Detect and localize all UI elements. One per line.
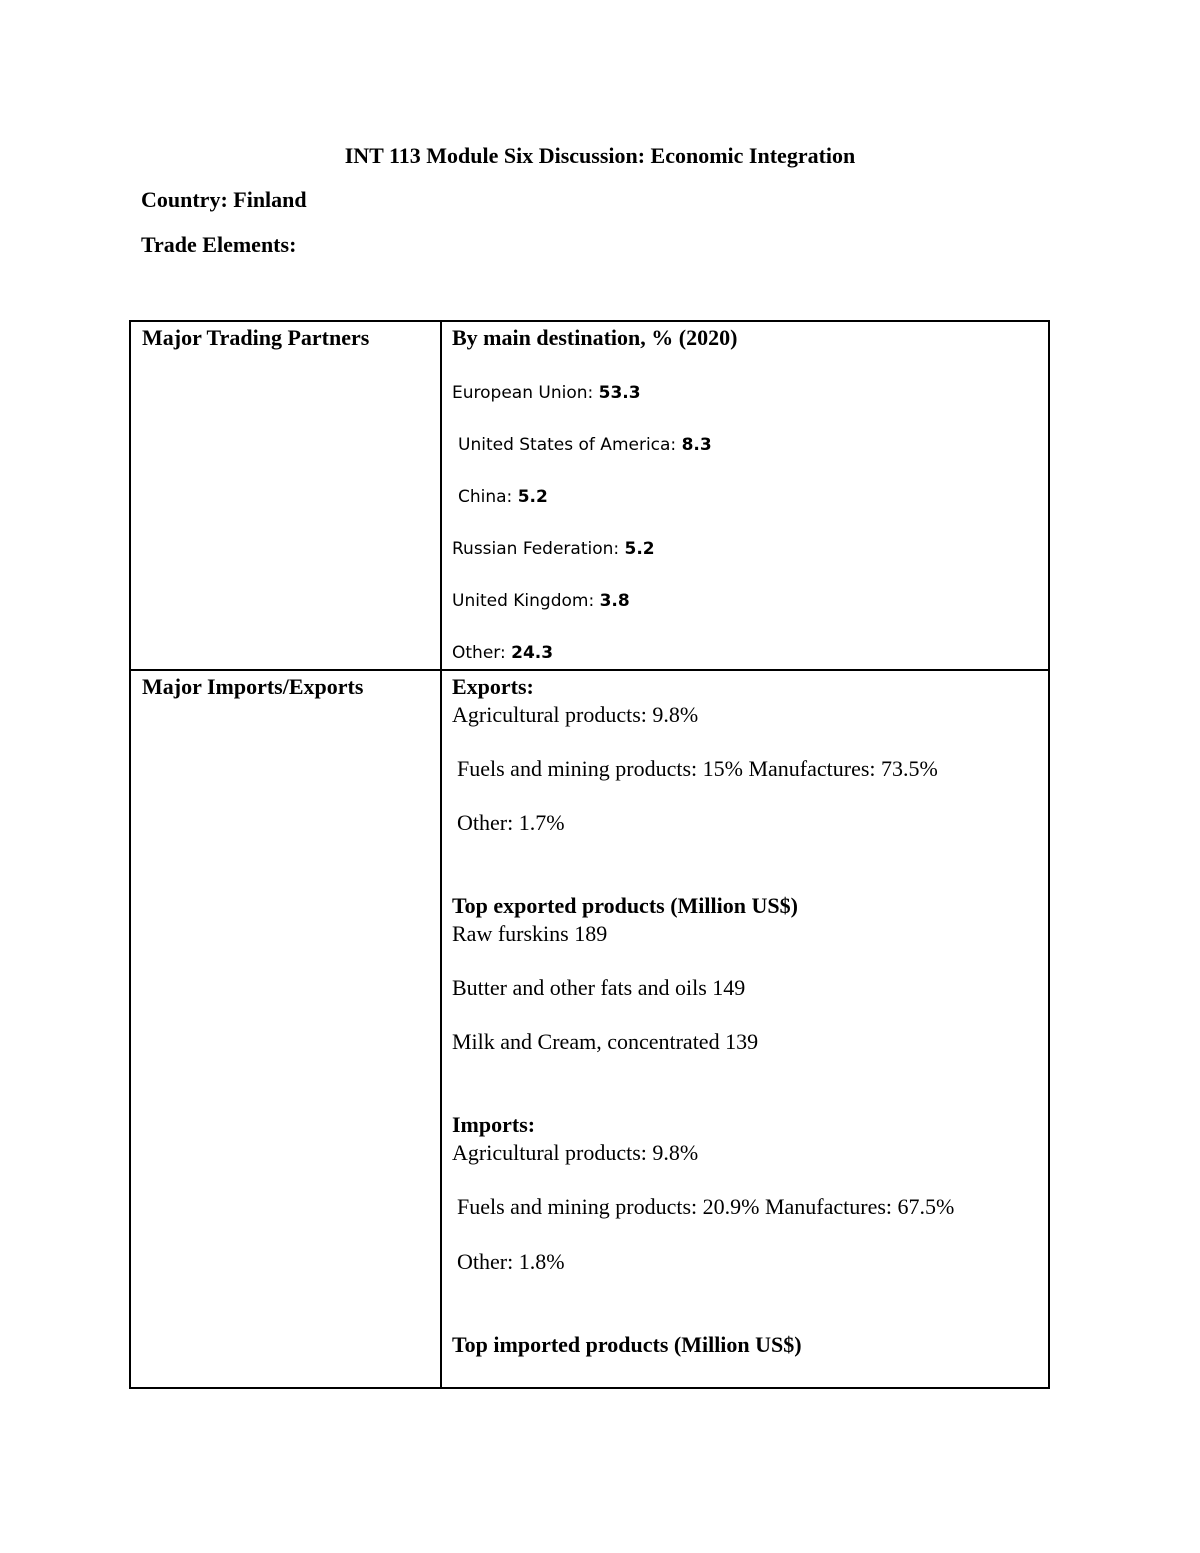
exports-fuels-manufactures: Fuels and mining products: 15% Manufactures: 73.5% [457,756,938,781]
trade-elements-line: Trade Elements: [141,232,297,257]
top-exported-item: Raw furskins 189 [452,921,608,946]
trading-partners-label: Major Trading Partners [142,325,370,350]
imports-heading: Imports: [452,1112,536,1137]
exports-agricultural: Agricultural products: 9.8% [452,702,699,727]
top-imported-heading: Top imported products (Million US$) [452,1332,802,1357]
destination-heading: By main destination, % (2020) [452,325,738,350]
partner-item: Other: 24.3 [452,643,554,663]
partner-item: Russian Federation: 5.2 [452,539,655,559]
partner-item: European Union: 53.3 [452,383,641,403]
exports-heading: Exports: [452,674,534,699]
imports-other: Other: 1.8% [457,1249,565,1274]
trading-partners-label-cell [130,321,441,670]
partner-item: United Kingdom: 3.8 [452,591,630,611]
imports-exports-content-cell [441,670,1049,1388]
partner-item: China: 5.2 [458,487,548,507]
top-exported-item: Milk and Cream, concentrated 139 [452,1029,759,1054]
document-title: INT 113 Module Six Discussion: Economic Integration [344,143,856,168]
country-line: Country: Finland [141,187,307,212]
trading-partners-content-cell [441,321,1049,670]
exports-other: Other: 1.7% [457,810,565,835]
trade-table [129,320,1050,1389]
partner-item: United States of America: 8.3 [458,435,712,455]
top-exported-item: Butter and other fats and oils 149 [452,975,746,1000]
imports-exports-label: Major Imports/Exports [142,674,364,699]
imports-agricultural: Agricultural products: 9.8% [452,1140,699,1165]
top-exported-heading: Top exported products (Million US$) [452,893,798,918]
imports-fuels-manufactures: Fuels and mining products: 20.9% Manufactures: 67.5% [457,1194,955,1219]
imports-exports-label-cell [130,670,441,1388]
table-row-trading-partners [130,321,1049,670]
table-row-imports-exports [130,670,1049,1388]
